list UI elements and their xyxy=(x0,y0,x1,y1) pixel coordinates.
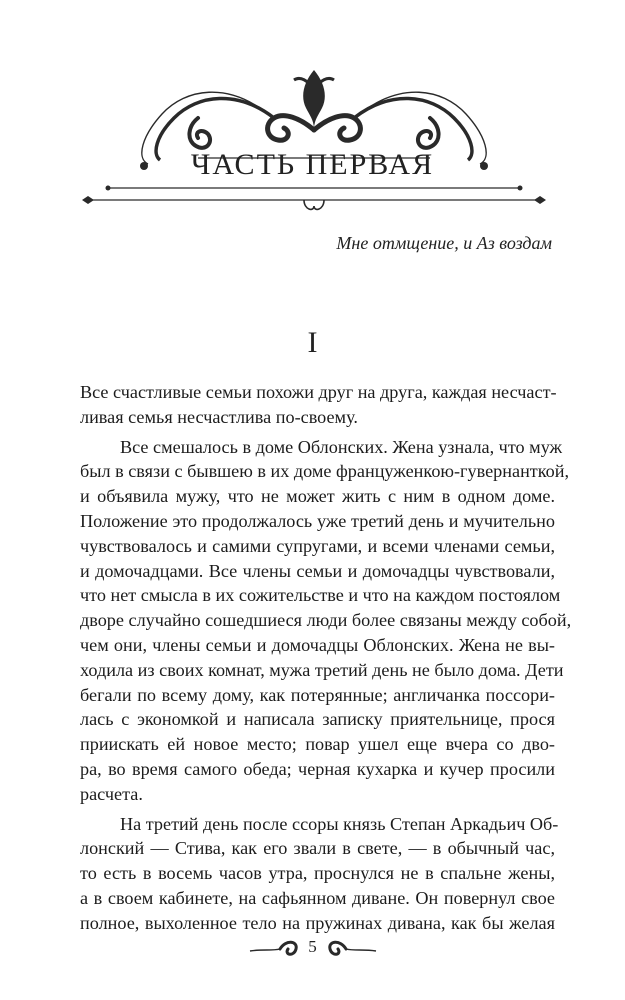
text-line: что нет смысла в их сожительстве и что на каждом постоялом xyxy=(80,585,561,606)
text-line: чувствовалось и самими супругами, и всеми членами семьи, xyxy=(80,535,555,556)
fleur-icon xyxy=(268,70,361,140)
text-line: то есть в восемь часов утра, проснулся не в спальне жены, xyxy=(80,863,555,884)
text-line: Все смешалось в доме Облонских. Жена узнала, что муж xyxy=(120,436,563,457)
text-line: лонский — Стива, как его звали в свете, — в обычный час, xyxy=(80,838,555,859)
header-ornament xyxy=(78,60,550,220)
body-text xyxy=(80,380,572,936)
text-line: ливая семья несчастлива по-своему. xyxy=(80,406,358,427)
text-line: Все счастливые семьи похожи друг на друга, каждая несчаст- xyxy=(80,382,557,402)
epigraph: Мне отмщение, и Аз воздам xyxy=(336,233,552,253)
text-line: дворе случайно сошедшиеся люди более связаны между собой, xyxy=(80,610,572,631)
text-line: чем они, члены семьи и домочадцы Облонских. Жена не вы- xyxy=(80,634,555,655)
text-line: расчета. xyxy=(80,783,143,804)
text-line: полное, выхоленное тело на пружинах дивана, как бы желая xyxy=(80,912,555,933)
text-line: бегали по всему дому, как потерянные; англичанка поссори- xyxy=(80,684,555,705)
page-number: 5 xyxy=(308,937,317,956)
text-line: Положение это продолжалось уже третий день и мучительно xyxy=(80,510,555,531)
text-line: и домочадцами. Все члены семьи и домочадцы чувствовали, xyxy=(80,560,555,581)
text-line: На третий день после ссоры князь Степан Аркадьич Об- xyxy=(120,813,559,834)
text-line: приискать ей новое место; повар ушел еще вчера со дво- xyxy=(80,734,555,755)
text-line: лась с экономкой и написала записку приятельнице, прося xyxy=(80,709,555,730)
chapter-number: I xyxy=(307,326,318,359)
text-line: был в связи с бывшею в их доме француженкою-гувернанткой, xyxy=(80,461,570,482)
part-title: ЧАСТЬ ПЕРВАЯ xyxy=(190,148,435,181)
text-line: ходила из своих комнат, мужа третий день не было дома. Дети xyxy=(80,659,564,680)
text-line: ра, во время самого обеда; черная кухарка и кучер просили xyxy=(80,758,555,779)
text-line: а в своем кабинете, на сафьянном диване. Он повернул свое xyxy=(80,887,555,908)
text-line: и объявила мужу, что не может жить с ним в одном доме. xyxy=(80,486,555,507)
